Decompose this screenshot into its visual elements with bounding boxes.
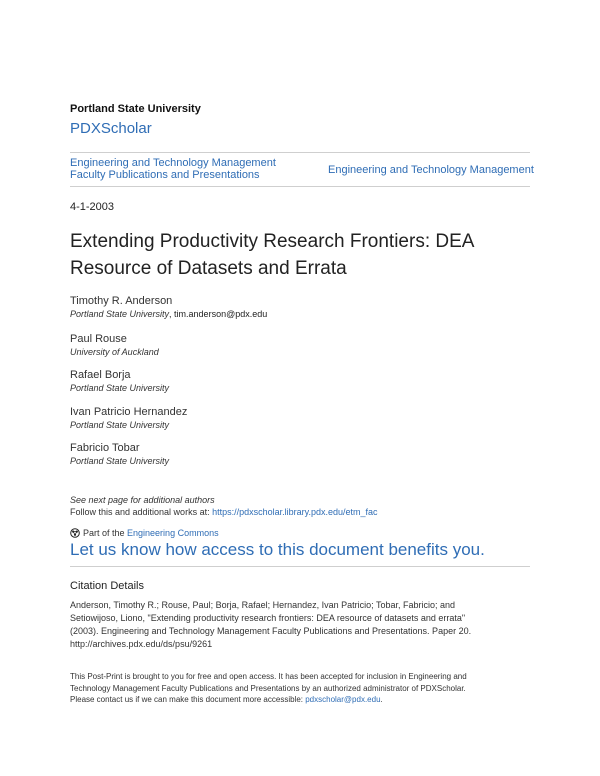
citation-line: Anderson, Timothy R.; Rouse, Paul; Borja, Rafael; Hernandez, Ivan Patricio; Tobar, Fabricio; and [70, 600, 456, 610]
citation-line: Setiowijoso, Liono, "Extending productivity research frontiers: DEA resource of datasets and errata" [70, 613, 466, 623]
author-entry [70, 369, 169, 395]
citation-line: (2003). Engineering and Technology Management Faculty Publications and Presentations. Paper 20. [70, 626, 472, 636]
university-name: Portland State University [70, 103, 201, 115]
divider-bottom [70, 566, 530, 567]
see-next-page-note: See next page for additional authors [70, 495, 215, 505]
engineering-commons-link[interactable]: Engineering Commons [127, 528, 219, 538]
follow-link[interactable]: https://pdxscholar.library.pdx.edu/etm_fac [212, 507, 378, 517]
author-affiliation: Portland State University [70, 383, 170, 393]
author-name: Rafael Borja [70, 369, 131, 381]
author-name: Paul Rouse [70, 333, 127, 345]
author-name: Ivan Patricio Hernandez [70, 406, 188, 418]
title-line-1: Extending Productivity Research Frontiers: DEA [70, 231, 475, 252]
publication-date: 4-1-2003 [70, 201, 115, 213]
part-of-text: Part of the [83, 528, 128, 538]
access-statement [70, 671, 530, 706]
footer-line: This Post-Print is brought to you for free and open access. It has been accepted for inclusion in Engineering and [70, 672, 467, 681]
author-affiliation: Portland State University [70, 456, 170, 466]
collection-link-faculty-publications[interactable] [70, 157, 310, 181]
footer-period: . [380, 695, 383, 704]
author-name: Timothy R. Anderson [70, 295, 173, 307]
contact-email-link[interactable]: pdxscholar@pdx.edu [305, 695, 381, 704]
author-entry [70, 406, 187, 432]
collection-link-etm[interactable]: Engineering and Technology Management [328, 164, 534, 176]
footer-line: Please contact us if we can make this document more accessible: [70, 695, 306, 704]
benefit-feedback-link[interactable]: Let us know how access to this document benefits you. [70, 540, 485, 559]
author-entry [70, 295, 267, 321]
document-title [70, 228, 540, 282]
divider-top [70, 152, 530, 153]
pdxscholar-link[interactable]: PDXScholar [70, 120, 152, 137]
follow-line [70, 507, 378, 517]
author-name: Fabricio Tobar [70, 442, 140, 454]
author-affiliation: Portland State University [70, 309, 170, 319]
author-email: , tim.anderson@pdx.edu [169, 309, 268, 319]
divider-middle [70, 186, 530, 187]
author-affiliation: University of Auckland [70, 347, 159, 357]
part-of-line [70, 528, 219, 538]
author-entry [70, 333, 159, 359]
network-icon [70, 528, 80, 538]
citation-text [70, 599, 530, 651]
author-affiliation: Portland State University [70, 420, 170, 430]
title-line-2: Resource of Datasets and Errata [70, 258, 347, 279]
collection-line-2: Faculty Publications and Presentations [70, 169, 260, 181]
follow-text: Follow this and additional works at: [70, 507, 213, 517]
author-entry [70, 442, 169, 468]
footer-line: Technology Management Faculty Publications and Presentations by an authorized administrator of PDXScholar. [70, 683, 466, 693]
citation-line: http://archives.pdx.edu/ds/psu/9261 [70, 639, 213, 649]
citation-heading: Citation Details [70, 580, 144, 592]
collection-line-1: Engineering and Technology Management [70, 157, 276, 169]
